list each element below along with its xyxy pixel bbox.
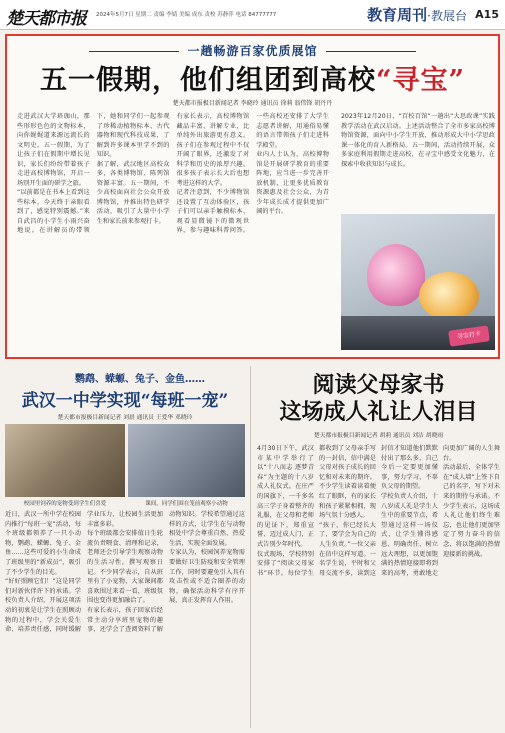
section-subtitle: ·教展台 (427, 9, 467, 23)
feature-paragraph: 记者注意到，不少博物馆还设置了互动体验区，孩子们可以亲手触摸标本、观看显微镜下的微观世界，参与趣味科普问答。一些高校还安排了大学生志愿者讲解，用通俗易懂的语言带领孩子们走进科学殿堂。 (176, 113, 329, 234)
coming-of-age-paragraph: 学校负责人介绍，十八岁成人礼是学生人生中的重要节点，希望通过这样一场仪式，让学生懂得感恩、明确责任、树立远大理想，以更加饱满的热情迎接即将到来的高考，勇敢地走向更加广阔的人生舞台。 (381, 445, 500, 577)
photo-caption: 校园里饲养的宠物受到学生们喜爱 (23, 501, 107, 507)
coming-of-age-body (257, 444, 500, 728)
feature-paragraph: 业内人士认为，高校博物馆是开展研学教育的重要阵地，应当进一步完善开放机制，让更多优质教育资源惠及社会公众，为青少年成长成才提供更加广阔的平台。 (256, 151, 329, 215)
feature-side-text: 2023年12月20日，“百校百馆”一趟出“大思政课”实践教学活动在武汉启动。上述活动整合了全市多家高校博物馆资源，面向中小学生开放，推动形成大中小学思政课一体化的育人新格局。五一期间，活动持续开展，众多家庭利用假期走进高校，在寻宝中感受文化魅力，在探索中收获知识与成长。 (341, 113, 495, 168)
pet-article-paragraph: 近日，武汉一所中学在校园内推行“每班一宠”活动，每个班级都领养了一只小动物，鹦鹉、蝾螈、兔子、金鱼……这些可爱的小生命成了班级里的“新成员”，吸引了不少学生的目光。 (5, 511, 81, 576)
pet-article-paragraph: 有家长表示，孩子回家后经常主动分享班里宠物的趣事，还学会了查阅资料了解动物知识。学校希望通过这样的方式，让学生在与动物相处中学会尊重自然、热爱生活，实现全面发展。 (87, 511, 245, 634)
pet-article-paragraph: 专家认为，校园饲养宠物需要做好卫生防疫和安全管理工作，同时要避免引入具有攻击性或不适合圈养的动物，确保活动科学有序开展，真正发挥育人作用。 (169, 549, 245, 605)
section-name: 教育周刊 (367, 6, 428, 24)
coming-of-age-headline (257, 372, 500, 426)
feature-headline-main: 五一假期，他们组团到高校 (39, 65, 376, 96)
pet-article-kicker: 鹦鹉、蝾螈、兔子、金鱼…… (75, 374, 205, 385)
photo-caption: 课间，同学们围在笼前观察小动物 (145, 501, 228, 507)
coming-of-age-paragraph: 4月30日下午，武汉市某中学举行了以“十八而志 逐梦青春”为主题的十八岁成人礼仪式。在庄严的国旗下，一千多名高三学子身着整齐的礼服，在父母和老师的见证下，郑重宣誓、迈过成人门，正式告别少年时代。 (257, 445, 314, 548)
headline-line-1: 阅读父母家书 (312, 372, 445, 398)
coming-of-age-byline: 楚天都市报极目新闻记者 胡莉 通讯员 刘洁 胡晓雨 (313, 433, 444, 439)
feature-paragraph: “以前都是在书本上看到这些标本，今天终于亲眼看到了，感觉特别震撼。”来自武昌的小学生小雨兴奋地说。在讲解员的带领下，她和同学们一起参观了珍稀动植物标本、古代器物和现代科技成果，了解到许多课本里学不到的知识。 (17, 113, 170, 234)
pet-article-byline: 楚天都市报极目新闻记者 刘晨 通讯员 王爱华 邓晓玲 (57, 415, 193, 421)
page-number: A15 (475, 8, 499, 21)
column-divider (250, 366, 251, 728)
coming-of-age-article (257, 366, 500, 731)
feature-kicker: 一趟畅游百家优质展馆 (7, 42, 498, 59)
pet-article-body (5, 510, 245, 728)
coming-of-age-paragraph: “孩子，你已经长大了，要学会为自己的人生负责。”一位父亲在信中这样写道。一名学生说，平时和父母交流不多，读到这封信才知道他们默默付出了那么多，自己今后一定要更加懂事，努力学习，不辜负父母的期望。 (319, 445, 438, 577)
pet-article-paragraph: “好好照顾它们！”这是同学们对新伙伴许下的承诺。学校负责人介绍，开展这项活动的初衷是让学生在照顾动物的过程中，学会关爱生命、培养责任感，同时缓解学业压力，让校园生活更加丰富多彩。 (5, 511, 163, 634)
pet-article-paragraph: 每个班级都会安排值日生轮流负责喂食、清理和记录，老师还会引导学生观察动物的生活习性，撰写观察日记。不少同学表示，自从班里有了小宠物，大家课间都喜欢围过来看一看，班级氛围也变得更加融洽了。 (87, 530, 163, 605)
pet-article-photo-1 (5, 424, 125, 497)
masthead (0, 0, 505, 30)
feature-photo (341, 214, 495, 350)
headline-line-2: 这场成人礼让人泪目 (279, 399, 478, 425)
feature-paragraph: 有家长表示，高校博物馆藏品丰富、讲解专业，比单纯外出旅游更有意义。孩子们在参观过程中不仅开阔了眼界，还激发了对科学和历史的浓厚兴趣，很多孩子表示长大后也想考进这样的大学。 (176, 113, 250, 187)
lantern-decoration (419, 272, 479, 320)
pet-article (5, 366, 245, 731)
lantern-decoration (367, 244, 425, 306)
photo-stamp: 寻宝打卡 (448, 325, 490, 346)
newspaper-logo: 楚天都市报 (6, 9, 86, 29)
issue-meta: 2024年5月7日 星期二 责编 李婧 美编 成东 责校 苏静萍 电话 84777777 (96, 12, 277, 18)
feature-headline (7, 58, 498, 97)
feature-body (17, 112, 329, 352)
section-title (367, 4, 467, 25)
feature-paragraph: 据了解，武汉地区高校众多，各类博物馆、陈列馆资源丰富。五一期间，不少高校面向社会公众开放博物馆，并推出特色研学活动，吸引了大量中小学生和家长前来参观打卡。 (96, 160, 170, 225)
coming-of-age-paragraph: 活动最后，全体学生在“成人墙”上签下自己的名字，写下对未来的期待与承诺。不少学生表示，这场成人礼让他们终生难忘，也让他们更加坚定了努力奋斗的信念，将以饱满的热情迎接新的挑战。 (443, 464, 500, 558)
feature-byline: 楚天都市报极目新闻记者 李晓玲 通讯员 徐莉 翁伟锋 胡丹丹 (172, 100, 333, 107)
coming-of-age-paragraph: 仪式现场，学校特别安排了“阅读父母家书”环节。每位学生都收到了父母亲手写的一封信，信中满是父母对孩子成长的回忆和对未来的期许。不少学生读着读着便红了眼眶，有的家长和孩子紧紧相拥，现场气氛十分感人。 (257, 445, 376, 577)
feature-article (5, 34, 500, 359)
pet-article-photo-2 (128, 424, 245, 497)
feature-paragraph: 走进武汉大学珞珈山，那些形形色色的文物标本，向你娓娓道来源远流长的文明史。五一假期，为了让孩子们在假期中增长见识，家长们纷纷带着孩子走进高校博物馆，开启一场别开生面的研学之旅。 (17, 113, 90, 187)
feature-headline-highlight: “寻宝” (375, 65, 466, 96)
pet-article-headline: 武汉一中学实现“每班一宠” (21, 391, 229, 411)
